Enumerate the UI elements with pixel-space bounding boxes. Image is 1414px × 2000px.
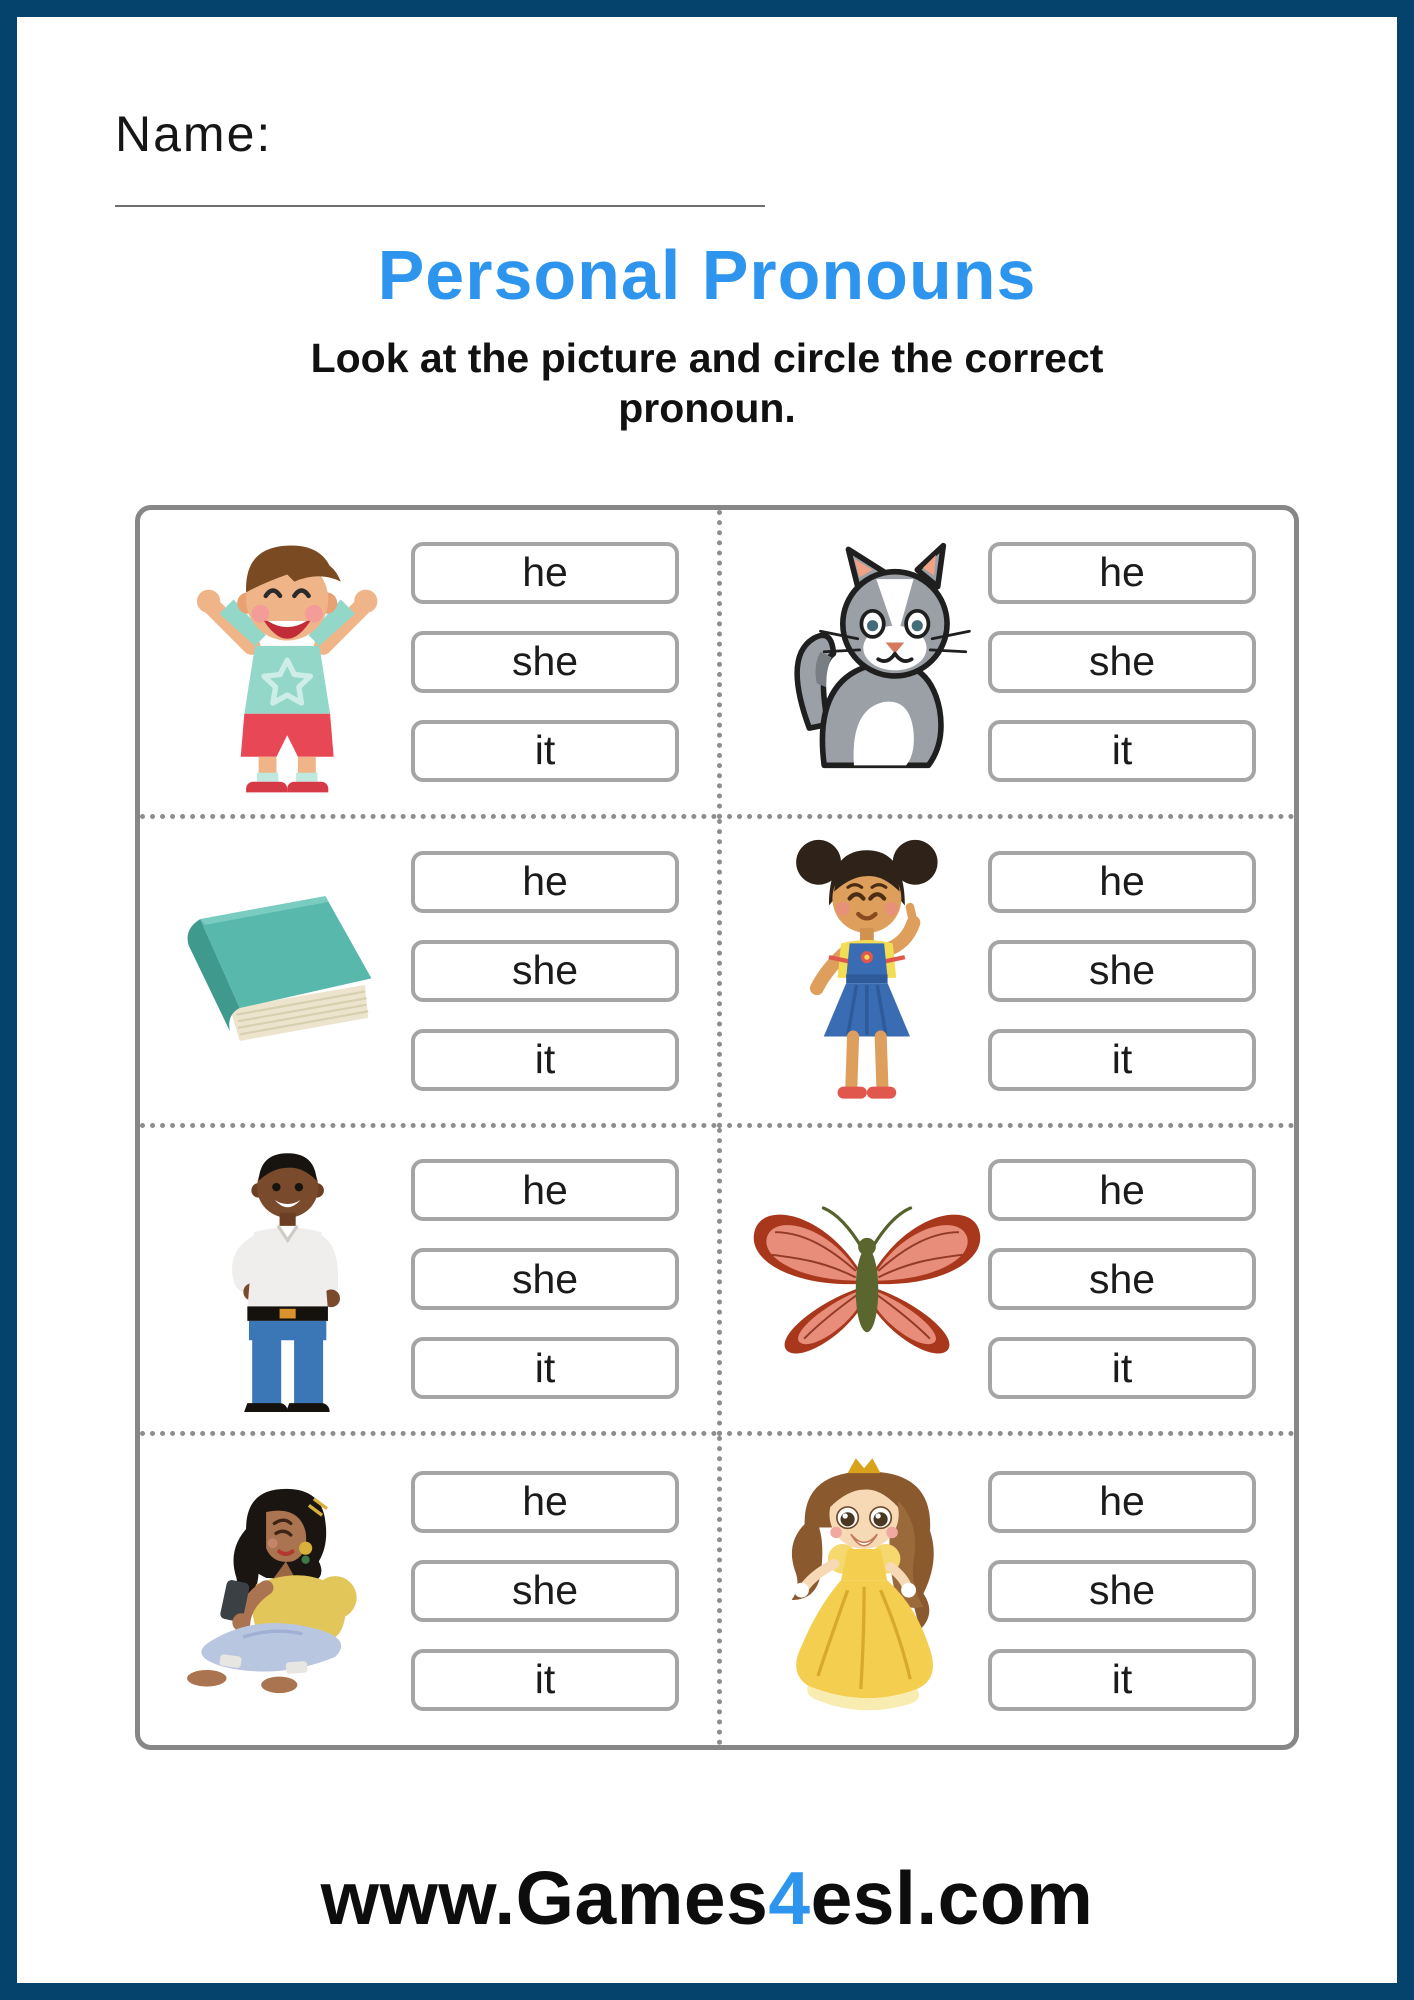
pronoun-option-label: he (522, 858, 568, 905)
footer-url-prefix: www.Games (320, 1856, 769, 1940)
pronoun-cell (140, 819, 717, 1128)
book-image (164, 873, 411, 1069)
page-title: Personal Pronouns (377, 236, 1037, 314)
pronoun-option-he[interactable] (988, 542, 1256, 604)
pronoun-option-label: it (534, 1344, 556, 1391)
pronoun-option-label: she (511, 638, 579, 685)
instruction-line-1: Look at the picture and circle the correct (310, 335, 1104, 381)
pronoun-option-she[interactable] (988, 1560, 1256, 1622)
pronoun-option-it[interactable] (411, 1337, 679, 1399)
instruction-line-2: pronoun. (618, 385, 796, 432)
pronoun-option-label: he (1099, 1478, 1145, 1525)
pronoun-options (411, 1159, 679, 1399)
pronoun-option-it[interactable] (988, 1029, 1256, 1091)
pronoun-option-label: he (522, 549, 568, 596)
pronoun-option-she[interactable] (411, 1248, 679, 1310)
pronoun-cell (140, 1436, 717, 1745)
pronoun-option-label: it (534, 727, 556, 774)
name-label: Name: (115, 106, 273, 162)
name-input-line[interactable] (115, 205, 765, 207)
pronoun-option-she[interactable] (988, 631, 1256, 693)
pronoun-option-it[interactable] (988, 1337, 1256, 1399)
pronoun-option-it[interactable] (988, 1649, 1256, 1711)
instruction-text (17, 333, 1397, 433)
pronoun-option-label: she (511, 1567, 579, 1614)
footer-url (17, 1855, 1397, 1941)
pronoun-option-he[interactable] (411, 851, 679, 913)
pronoun-option-label: she (1088, 638, 1156, 685)
pronoun-option-he[interactable] (988, 1471, 1256, 1533)
pronoun-option-label: it (534, 1656, 556, 1703)
man-image (164, 1142, 411, 1416)
pronoun-option-label: it (1111, 1656, 1133, 1703)
pronoun-option-it[interactable] (988, 720, 1256, 782)
pronoun-option-label: it (1111, 1344, 1133, 1391)
pronoun-options (988, 1471, 1256, 1711)
woman-image (164, 1465, 411, 1717)
pronoun-options (411, 1471, 679, 1711)
pronoun-options (411, 542, 679, 782)
pronoun-option-label: it (1111, 727, 1133, 774)
pronoun-option-it[interactable] (411, 720, 679, 782)
pronoun-option-she[interactable] (988, 940, 1256, 1002)
pronoun-options (988, 851, 1256, 1091)
pronoun-option-he[interactable] (411, 542, 679, 604)
pronoun-option-label: she (511, 947, 579, 994)
pronoun-option-label: he (1099, 1166, 1145, 1213)
pronoun-option-label: he (1099, 858, 1145, 905)
pronoun-option-label: she (1088, 1567, 1156, 1614)
girl-image (746, 833, 988, 1109)
pronoun-option-she[interactable] (411, 940, 679, 1002)
pronoun-option-he[interactable] (988, 851, 1256, 913)
pronoun-options (988, 542, 1256, 782)
pronoun-option-label: he (522, 1166, 568, 1213)
pronoun-cell (717, 1436, 1294, 1745)
pronoun-cell (717, 510, 1294, 819)
pronoun-option-label: he (1099, 549, 1145, 596)
butterfly-image (746, 1175, 988, 1383)
pronoun-option-label: she (1088, 947, 1156, 994)
princess-image (746, 1455, 988, 1727)
pronoun-cell (717, 1128, 1294, 1437)
pronoun-option-he[interactable] (411, 1159, 679, 1221)
pronoun-option-label: she (511, 1255, 579, 1302)
pronoun-cell (140, 510, 717, 819)
pronoun-option-he[interactable] (411, 1471, 679, 1533)
pronoun-options (988, 1159, 1256, 1399)
pronoun-option-label: it (1111, 1036, 1133, 1083)
pronoun-option-she[interactable] (411, 1560, 679, 1622)
pronoun-option-it[interactable] (411, 1029, 679, 1091)
pronoun-cell (717, 819, 1294, 1128)
footer-url-highlight: 4 (768, 1856, 811, 1940)
pronoun-option-he[interactable] (988, 1159, 1256, 1221)
cat-image (746, 538, 988, 786)
pronoun-option-label: it (534, 1036, 556, 1083)
pronoun-option-she[interactable] (411, 631, 679, 693)
pronoun-option-label: he (522, 1478, 568, 1525)
pronoun-options (411, 851, 679, 1091)
boy-image (164, 528, 411, 796)
footer-url-suffix: esl.com (810, 1856, 1094, 1940)
exercise-grid (135, 505, 1299, 1750)
pronoun-option-it[interactable] (411, 1649, 679, 1711)
pronoun-option-she[interactable] (988, 1248, 1256, 1310)
pronoun-option-label: she (1088, 1255, 1156, 1302)
pronoun-cell (140, 1128, 717, 1437)
